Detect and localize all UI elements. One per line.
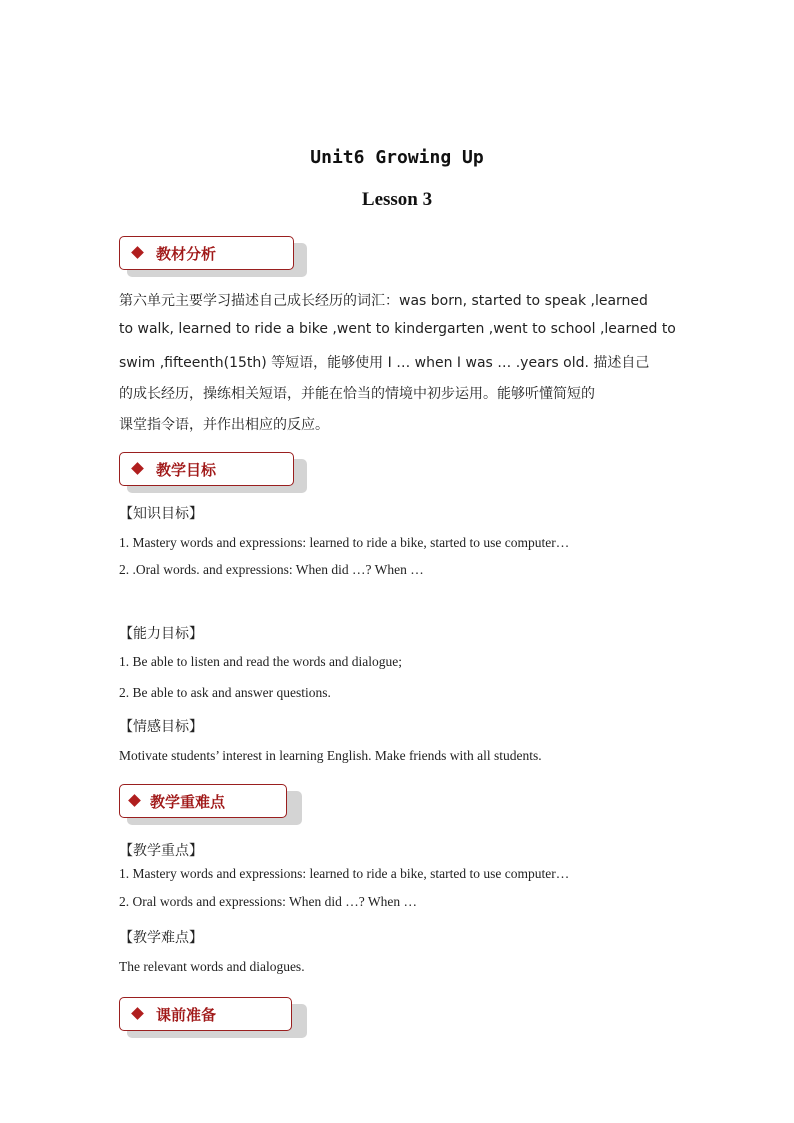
ability-item-2: 2. Be able to ask and answer questions. — [119, 685, 331, 700]
knowledge-item-2: 2. .Oral words. and expressions: When did …? When … — [119, 562, 424, 577]
section-header-box — [119, 784, 287, 818]
analysis-line-1: 第六单元主要学习描述自己成长经历的词汇：was born, started to speak ,learned — [119, 293, 648, 309]
document-title: Unit6 Growing Up — [310, 147, 484, 168]
section-header-label: 教学重难点 — [150, 793, 226, 811]
knowledge-heading: 【知识目标】 — [119, 506, 203, 522]
difficulty-heading: 【教学难点】 — [119, 930, 203, 946]
section-header-label: 课前准备 — [156, 1006, 217, 1024]
section-header-analysis — [119, 236, 309, 272]
diamond-bullet-icon — [131, 462, 144, 475]
section-header-objectives — [119, 452, 309, 488]
knowledge-item-1: 1. Mastery words and expressions: learned to ride a bike, started to use computer… — [119, 535, 570, 550]
analysis-line-2: to walk, learned to ride a bike ,went to kindergarten ,went to school ,learned to — [119, 321, 676, 337]
ability-item-1: 1. Be able to listen and read the words and dialogue; — [119, 654, 403, 669]
diamond-bullet-icon — [131, 246, 144, 259]
analysis-line-3: swim ,fifteenth(15th) 等短语，能够使用 I … when I was … .years old. 描述自己 — [119, 355, 650, 371]
section-header-label: 教材分析 — [156, 245, 217, 263]
section-header-preparation — [119, 997, 309, 1033]
ability-heading: 【能力目标】 — [119, 626, 203, 642]
analysis-line-4: 的成长经历，操练相关短语，并能在恰当的情境中初步运用。能够听懂简短的 — [119, 386, 595, 402]
focus-heading: 【教学重点】 — [119, 843, 203, 859]
section-header-box — [119, 997, 292, 1031]
emotion-heading: 【情感目标】 — [119, 719, 203, 735]
emotion-text: Motivate students’ interest in learning English. Make friends with all students. — [119, 748, 542, 763]
lesson-title: Lesson 3 — [361, 189, 433, 210]
analysis-line-5: 课堂指令语，并作出相应的反应。 — [119, 417, 329, 433]
diamond-bullet-icon — [131, 1007, 144, 1020]
section-header-box — [119, 236, 294, 270]
section-header-box — [119, 452, 294, 486]
difficulty-text: The relevant words and dialogues. — [119, 959, 305, 974]
section-header-key-points — [119, 784, 304, 820]
focus-item-2: 2. Oral words and expressions: When did …? When … — [119, 894, 417, 909]
focus-item-1: 1. Mastery words and expressions: learned to ride a bike, started to use computer… — [119, 866, 570, 881]
diamond-bullet-icon — [128, 794, 141, 807]
section-header-label: 教学目标 — [156, 461, 217, 479]
